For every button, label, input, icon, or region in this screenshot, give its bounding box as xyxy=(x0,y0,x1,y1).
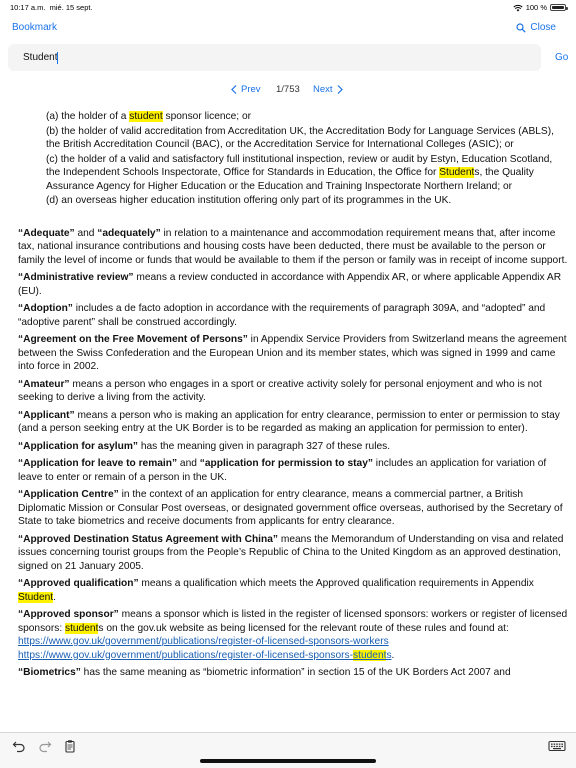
definition-asylum: “Application for asylum” has the meaning given in paragraph 327 of these rules. xyxy=(18,440,391,452)
status-time: 10:17 a.m. mié. 15 sept. xyxy=(10,3,93,12)
undo-icon[interactable] xyxy=(12,739,26,753)
definition-biometrics: “Biometrics” has the same meaning as “biometric information” in section 15 of the UK Borders Act 2007 and xyxy=(18,667,511,678)
clipboard-icon[interactable] xyxy=(63,739,77,753)
search-input[interactable] xyxy=(8,44,541,71)
sublist xyxy=(0,110,576,208)
search-match: student xyxy=(129,111,163,122)
search-match: Student xyxy=(18,591,54,603)
search-icon xyxy=(516,23,526,33)
definition-amateur: “Amateur” means a person who engages in a sport or creative activity solely for personal enjoyment and who is not seeking to derive a living from the activity. xyxy=(18,378,542,403)
sublist-item-c: (c) the holder of a valid and satisfactory full institutional inspection, review or audit by Estyn, Education Scotland, the Independent Schools Inspectorate, Office for Standards in Education, the Office for Students, the Quality Assurance Agency for Higher Education or the Education and Training Inspectorate Northern Ireland; or xyxy=(46,153,553,192)
sublist-item-a: (a) the holder of a student sponsor licence; or xyxy=(46,111,252,122)
definitions-list xyxy=(0,227,576,680)
status-right xyxy=(513,3,566,12)
sponsor-register-students-link[interactable]: https://www.gov.uk/government/publications/register-of-licensed-sponsors-students xyxy=(18,649,392,661)
definition-leave-to-remain: “Application for leave to remain” and “application for permission to stay” includes an application for variation of leave to enter or remain of a person in the UK. xyxy=(18,458,547,483)
redo-icon[interactable] xyxy=(38,739,52,753)
close-button[interactable] xyxy=(516,22,556,33)
prev-button[interactable] xyxy=(231,84,261,95)
wifi-icon xyxy=(513,4,523,12)
definition-application-centre: “Application Centre” in the context of an application for entry clearance, means a commercial partner, a British Diplomatic Mission or Consular Post overseas, or designated government office overseas, authorised by the Secretary of State to take biometrics and receive documents from applicants for entry clearance. xyxy=(18,489,563,527)
page-counter: 1/753 xyxy=(276,84,300,95)
chevron-left-icon xyxy=(231,85,237,94)
keyboard-icon[interactable] xyxy=(548,739,566,753)
chevron-right-icon xyxy=(337,85,343,94)
definition-adsa: “Approved Destination Status Agreement with China” means the Memorandum of Understanding on visa and related issues concerning tourist groups from the People’s Republic of China to the United Kingdom as an approved destination, signed on 21 January 2005. xyxy=(18,533,564,572)
definition-adequate: “Adequate” and “adequately” in relation to a maintenance and accommodation requirement means that, after income tax, national insurance contributions and housing costs have been deducted, there must be available to the person or family the level of income or funds that would be available to them if the person or family was in receipt of income support. xyxy=(18,227,568,266)
go-button[interactable]: Go xyxy=(555,52,569,63)
definition-adoption: “Adoption” includes a de facto adoption in accordance with the requirements of paragraph 309A, and “adopted” and “adoptive parent” shall be construed accordingly. xyxy=(18,303,546,328)
battery-icon xyxy=(550,4,566,11)
search-match: student xyxy=(65,622,99,634)
nav-bar xyxy=(0,14,576,42)
search-pager xyxy=(0,82,576,98)
battery-percent: 100 % xyxy=(525,3,547,12)
battery-fill xyxy=(552,6,564,9)
bottom-toolbar xyxy=(0,732,576,768)
text-caret xyxy=(57,52,58,64)
next-button[interactable] xyxy=(313,84,343,95)
status-bar xyxy=(0,0,576,14)
prev-label: Prev xyxy=(241,84,261,95)
definition-administrative-review: “Administrative review” means a review conducted in accordance with Appendix AR, or where applicable Appendix AR (EU). xyxy=(18,272,562,297)
search-match: student xyxy=(353,649,387,661)
search-row xyxy=(0,44,576,74)
sublist-item-b: (b) the holder of valid accreditation from Accreditation UK, the Accreditation Body for Language Services (ABLS), the British Accreditation Council (BAC), or the Accreditation Service for International Colleges (ASIC); or xyxy=(46,125,554,150)
sponsor-register-workers-link[interactable]: https://www.gov.uk/government/publications/register-of-licensed-sponsors-workers xyxy=(18,636,389,647)
definition-applicant: “Applicant” means a person who is making an application for entry clearance, permission to enter or permission to stay (and a person seeking entry at the UK Border is to be regarded as making an application for permission to enter). xyxy=(18,409,560,434)
sublist-item-d: (d) an overseas higher education institution offering only part of its programmes in the UK. xyxy=(46,195,452,206)
close-label: Close xyxy=(530,22,556,33)
definition-approved-qualification: “Approved qualification” means a qualification which meets the Approved qualification requirements in Appendix Student. xyxy=(18,578,534,603)
search-match: Student xyxy=(439,167,475,178)
bookmark-button[interactable]: Bookmark xyxy=(12,22,58,33)
definition-approved-sponsor: “Approved sponsor” means a sponsor which is listed in the register of licensed sponsors: workers or register of licensed sponsors: students on the gov.uk website as being licensed for the relevant route of these rules and found at: https://www.gov.uk/government/publications/register-of-licensed-sponsors-workers https://www.gov.uk/government/publications/register-of-licensed-sponsors-students. xyxy=(18,609,568,661)
definition-free-movement: “Agreement on the Free Movement of Persons” in Appendix Service Providers from Switzerland means the agreement between the Swiss Confederation and the European Union and its member states, which was signed in 1999 and came into force in 2002. xyxy=(18,334,567,372)
next-label: Next xyxy=(313,84,333,95)
home-indicator[interactable] xyxy=(200,759,376,763)
document-content[interactable] xyxy=(0,110,576,732)
